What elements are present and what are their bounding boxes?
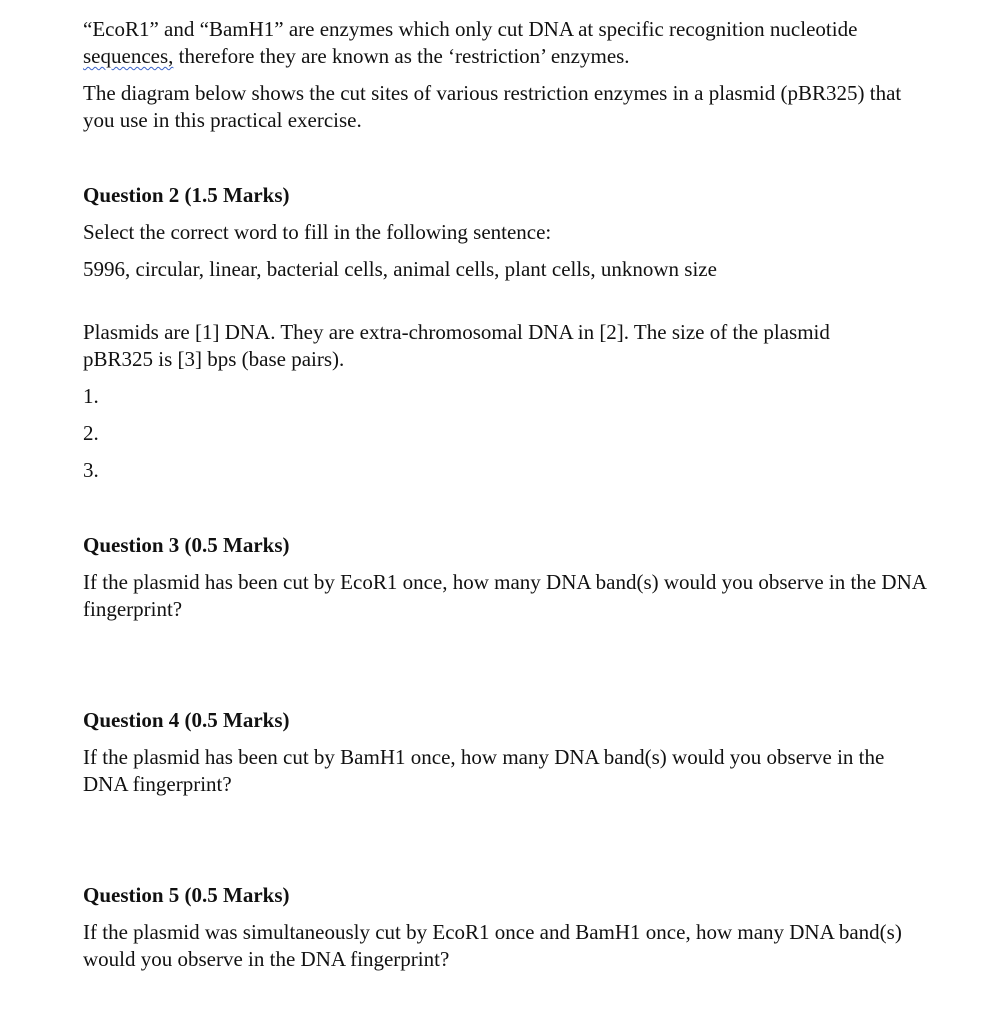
document-page <box>83 12 943 973</box>
question-2-sentence: Plasmids are [1] DNA. They are extra-chromosomal DNA in [2]. The size of the plasmid pBR325 is [3] bps (base pairs). <box>83 320 830 371</box>
intro-line2-rest: therefore they are known as the ‘restriction’ enzymes. <box>173 44 630 68</box>
question-4-text: If the plasmid has been cut by BamH1 once, how many DNA band(s) would you observe in the DNA fingerprint? <box>83 745 885 796</box>
question-5-text: If the plasmid was simultaneously cut by EcoR1 once and BamH1 once, how many DNA band(s) would you observe in the DNA fingerprint? <box>83 920 902 971</box>
question-2-options: 5996, circular, linear, bacterial cells, animal cells, plant cells, unknown size <box>83 257 717 281</box>
question-5-title: Question 5 (0.5 Marks) <box>83 883 290 907</box>
spellcheck-word[interactable]: sequences, <box>83 44 174 68</box>
answer-2[interactable]: 2. <box>83 421 99 445</box>
answer-1[interactable]: 1. <box>83 384 99 408</box>
answer-3[interactable]: 3. <box>83 458 99 482</box>
intro-line1: “EcoR1” and “BamH1” are enzymes which only cut DNA at specific recognition nucleotide <box>83 17 858 41</box>
question-2-title: Question 2 (1.5 Marks) <box>83 183 290 207</box>
question-3-text: If the plasmid has been cut by EcoR1 once, how many DNA band(s) would you observe in the DNA fingerprint? <box>83 570 926 621</box>
question-4-title: Question 4 (0.5 Marks) <box>83 708 290 732</box>
question-3-title: Question 3 (0.5 Marks) <box>83 533 290 557</box>
diagram-description: The diagram below shows the cut sites of various restriction enzymes in a plasmid (pBR325) that you use in this practical exercise. <box>83 81 902 132</box>
question-2-instruction: Select the correct word to fill in the following sentence: <box>83 220 552 244</box>
intro-paragraph <box>83 16 943 70</box>
